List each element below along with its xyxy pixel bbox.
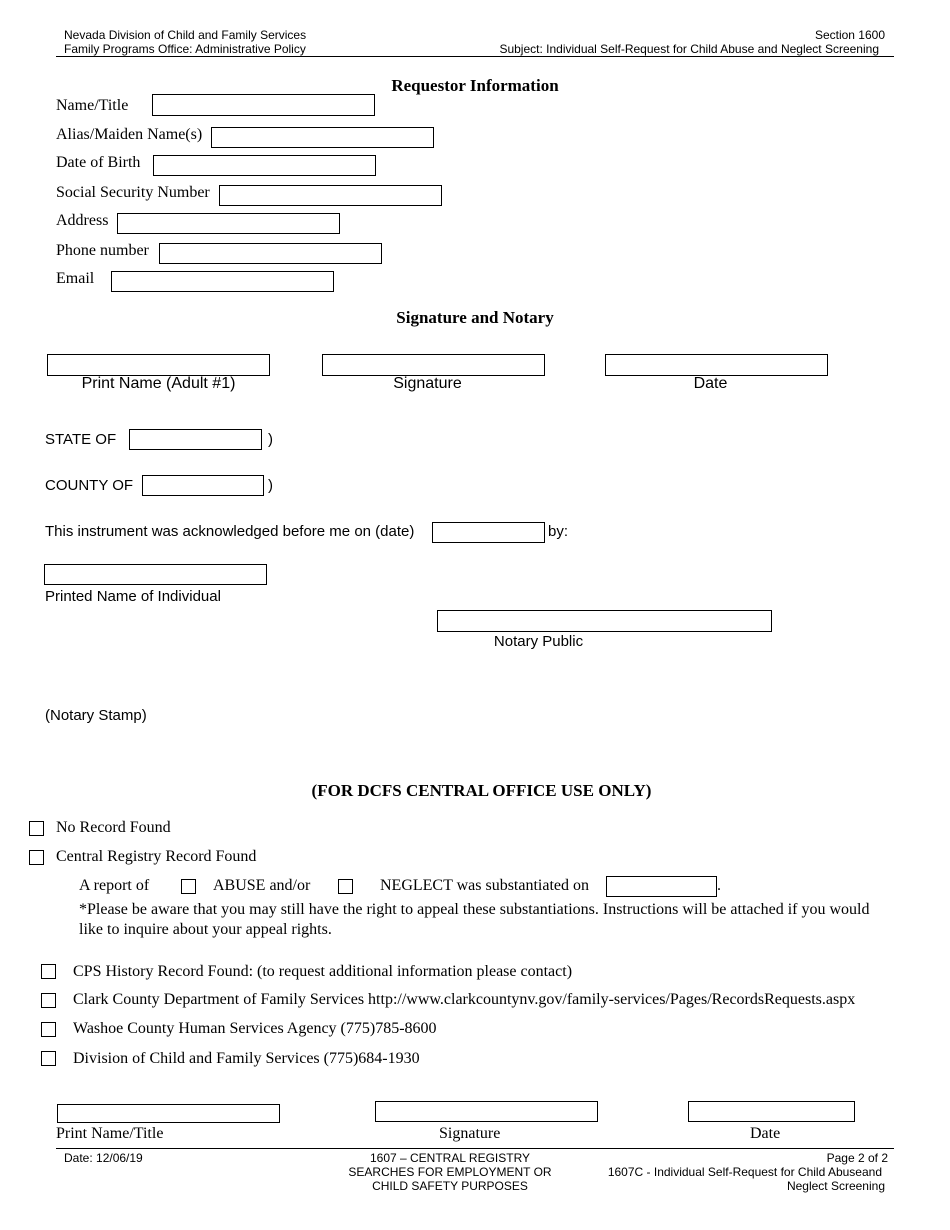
substantiated-date-field[interactable]	[606, 876, 717, 897]
abuse-label: ABUSE and/or	[213, 877, 311, 894]
washoe-county-checkbox[interactable]	[41, 1022, 56, 1037]
phone-field[interactable]	[159, 243, 382, 264]
header-section: Section 1600	[814, 28, 885, 42]
signature-adult1-label: Signature	[393, 375, 462, 392]
email-label: Email	[56, 270, 95, 287]
notary-stamp-label: (Notary Stamp)	[45, 707, 147, 724]
alias-label: Alias/Maiden Name(s)	[56, 126, 203, 143]
phone-label: Phone number	[56, 242, 149, 259]
footer-form-title-cont: Neglect Screening	[786, 1179, 885, 1193]
county-field[interactable]	[142, 475, 264, 496]
date-adult1-field[interactable]	[605, 354, 828, 376]
print-name-adult1-field[interactable]	[47, 354, 270, 376]
cps-history-label: CPS History Record Found: (to request additional information please contact)	[73, 963, 573, 980]
name-title-field[interactable]	[152, 94, 375, 116]
state-of-label: STATE OF	[45, 431, 117, 448]
dob-field[interactable]	[153, 155, 376, 176]
footer-date: Date: 12/06/19	[64, 1151, 143, 1165]
no-record-label: No Record Found	[56, 819, 171, 836]
dcfs-checkbox[interactable]	[41, 1051, 56, 1066]
footer-rule	[56, 1148, 894, 1149]
office-print-name-label: Print Name/Title	[56, 1125, 164, 1142]
header-subject: Subject: Individual Self-Request for Child Abuse and Neglect Screening	[499, 42, 879, 56]
ssn-field[interactable]	[219, 185, 442, 206]
address-field[interactable]	[117, 213, 340, 234]
requestor-section-title: Requestor Information	[391, 76, 559, 95]
printed-name-individual-field[interactable]	[44, 564, 267, 585]
footer-form-title: 1607C - Individual Self-Request for Child Abuseand	[607, 1165, 882, 1179]
county-paren: )	[268, 477, 273, 494]
address-label: Address	[56, 212, 109, 229]
county-of-label: COUNTY OF	[45, 477, 134, 494]
printed-name-individual-label: Printed Name of Individual	[45, 588, 221, 605]
by-text: by:	[548, 523, 569, 540]
office-section-title: (FOR DCFS CENTRAL OFFICE USE ONLY)	[311, 781, 652, 800]
neglect-checkbox[interactable]	[338, 879, 353, 894]
header-agency: Nevada Division of Child and Family Services	[64, 28, 307, 42]
name-title-label: Name/Title	[56, 97, 129, 114]
registry-found-label: Central Registry Record Found	[56, 848, 257, 865]
dcfs-label: Division of Child and Family Services (775)684-1930	[73, 1050, 420, 1067]
cps-history-checkbox[interactable]	[41, 964, 56, 979]
print-name-adult1-label: Print Name (Adult #1)	[81, 375, 236, 392]
neglect-label: NEGLECT was substantiated on	[380, 877, 590, 894]
office-signature-label: Signature	[439, 1125, 501, 1142]
email-field[interactable]	[111, 271, 334, 292]
state-paren: )	[268, 431, 273, 448]
abuse-checkbox[interactable]	[181, 879, 196, 894]
notary-public-label: Notary Public	[493, 633, 584, 650]
header-rule	[56, 56, 894, 57]
report-of-label: A report of	[79, 877, 150, 894]
footer-center-line3: CHILD SAFETY PURPOSES	[372, 1179, 528, 1193]
office-signature-field[interactable]	[375, 1101, 598, 1122]
footer-center-line2: SEARCHES FOR EMPLOYMENT OR	[348, 1165, 552, 1179]
state-field[interactable]	[129, 429, 262, 450]
alias-field[interactable]	[211, 127, 434, 148]
appeal-notice-line1: *Please be aware that you may still have the right to appeal these substantiations. Instructions will be attached if you would	[79, 901, 870, 918]
office-print-name-field[interactable]	[57, 1104, 280, 1123]
no-record-checkbox[interactable]	[29, 821, 44, 836]
clark-county-checkbox[interactable]	[41, 993, 56, 1008]
ssn-label: Social Security Number	[56, 184, 210, 201]
footer-center-line1: 1607 – CENTRAL REGISTRY	[369, 1151, 531, 1165]
office-date-field[interactable]	[688, 1101, 855, 1122]
signature-adult1-field[interactable]	[322, 354, 545, 376]
date-adult1-label: Date	[693, 375, 728, 392]
substantiated-period: .	[717, 877, 721, 894]
appeal-notice-line2: like to inquire about your appeal rights.	[79, 921, 332, 938]
dob-label: Date of Birth	[56, 154, 141, 171]
acknowledged-date-field[interactable]	[432, 522, 545, 543]
office-date-label: Date	[750, 1125, 781, 1142]
signature-section-title: Signature and Notary	[396, 308, 554, 327]
acknowledged-text: This instrument was acknowledged before me on (date)	[45, 523, 415, 540]
header-office: Family Programs Office: Administrative Policy	[64, 42, 306, 56]
washoe-county-label: Washoe County Human Services Agency (775)785-8600	[73, 1020, 437, 1037]
clark-county-label: Clark County Department of Family Services http://www.clarkcountynv.gov/family-services/Pages/RecordsRequests.aspx	[73, 991, 856, 1008]
notary-public-field[interactable]	[437, 610, 772, 632]
registry-found-checkbox[interactable]	[29, 850, 44, 865]
footer-page-number: Page 2 of 2	[826, 1151, 888, 1165]
